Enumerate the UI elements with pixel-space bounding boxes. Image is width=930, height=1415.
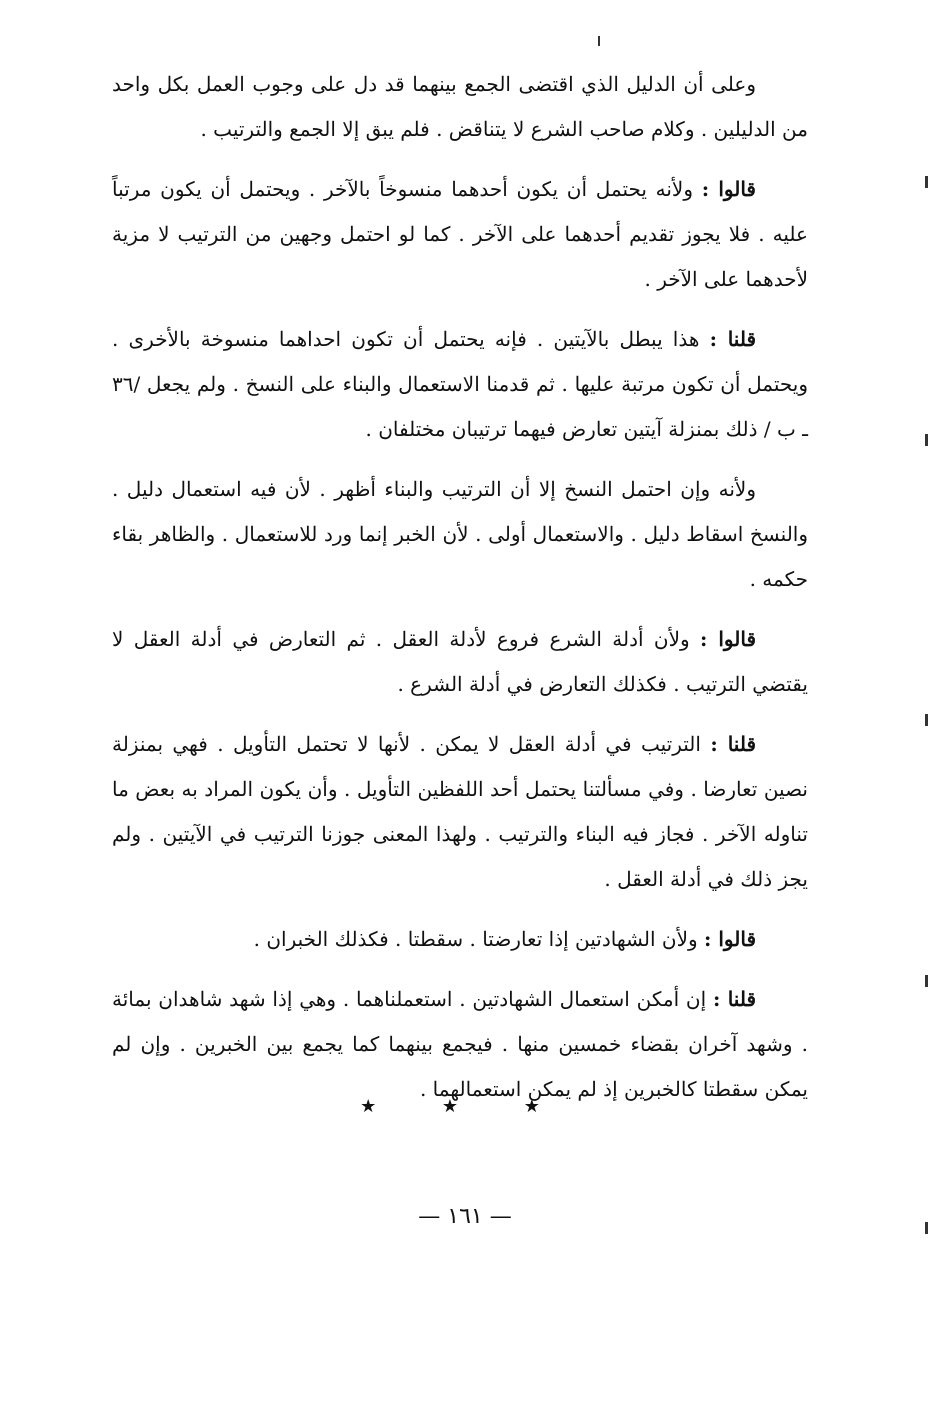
paragraph-2: [112, 167, 808, 302]
paragraph-text: ولأنه يحتمل أن يكون أحدهما منسوخاً بالآخر . ويحتمل أن يكون مرتباً عليه . فلا يجوز تقديم أحدهما على الآخر . كما لو احتمل وجهين من الترتيب لا مزية لأحدهما على الآخر .: [112, 177, 808, 291]
paragraph-6: [112, 722, 808, 902]
paragraph-8: [112, 977, 808, 1112]
scan-mark: [925, 975, 928, 987]
paragraph-1: [112, 62, 808, 152]
scan-mark: [925, 1222, 928, 1234]
paragraph-text: وعلى أن الدليل الذي اقتضى الجمع بينهما قد دل على وجوب العمل بكل واحد من الدليلين . وكلام صاحب الشرع لا يتناقض . فلم يبق إلا الجمع والترتيب .: [112, 72, 808, 141]
scan-mark: [925, 176, 928, 188]
paragraph-lead: قالوا :: [701, 177, 756, 201]
page-number: — ١٦١ —: [418, 1204, 512, 1229]
paragraph-text: هذا يبطل بالآيتين . فإنه يحتمل أن تكون احداهما منسوخة بالأخرى . ويحتمل أن تكون مرتبة عليها . ثم قدمنا الاستعمال والبناء على النسخ . ولم يجعل /٣٦ ـ ب / ذلك بمنزلة آيتين تعارض فيهما ترتيبان مختلفان .: [112, 327, 808, 441]
section-divider-stars: ★ ★ ★: [360, 1096, 570, 1117]
paragraph-text: ولأن الشهادتين إذا تعارضتا . سقطتا . فكذلك الخبران .: [253, 927, 705, 951]
paragraph-4: [112, 467, 808, 602]
paragraph-text: ولأنه وإن احتمل النسخ إلا أن الترتيب والبناء أظهر . لأن فيه استعمال دليل . والنسخ اسقاط دليل . والاستعمال أولى . لأن الخبر إنما ورد للاستعمال . والظاهر بقاء حكمه .: [112, 477, 808, 591]
paragraph-lead: قلنا :: [712, 987, 757, 1011]
scan-mark: [598, 36, 600, 46]
paragraph-lead: قلنا :: [709, 327, 757, 351]
paragraph-text: الترتيب في أدلة العقل لا يمكن . لأنها لا تحتمل التأويل . فهي بمنزلة نصين تعارضا . وفي مسألتنا يحتمل أحد اللفظين التأويل . وأن يكون المراد به بعض ما تناوله الآخر . فجاز فيه البناء والترتيب . ولهذا المعنى جوزنا الترتيب في الآيتين . ولم يجز ذلك في أدلة العقل .: [112, 732, 808, 891]
paragraph-lead: قلنا :: [710, 732, 757, 756]
paragraph-lead: قالوا :: [700, 627, 756, 651]
scan-mark: [925, 714, 928, 726]
paragraph-text: إن أمكن استعمال الشهادتين . استعملناهما . وهي إذا شهد شاهدان بمائة . وشهد آخران بقضاء خمسين منها . فيجمع بينهما كما يجمع بين الخبرين . وإن لم يمكن سقطتا كالخبرين إذ لم يمكن استعمالهما .: [112, 987, 808, 1101]
scan-mark: [925, 434, 928, 446]
paragraph-lead: قالوا :: [704, 927, 756, 951]
paragraph-5: [112, 617, 808, 707]
paragraph-7: [112, 917, 808, 962]
page-body: [112, 62, 808, 1127]
paragraph-text: ولأن أدلة الشرع فروع لأدلة العقل . ثم التعارض في أدلة العقل لا يقتضي الترتيب . فكذلك التعارض في أدلة الشرع .: [112, 627, 808, 696]
paragraph-3: [112, 317, 808, 452]
